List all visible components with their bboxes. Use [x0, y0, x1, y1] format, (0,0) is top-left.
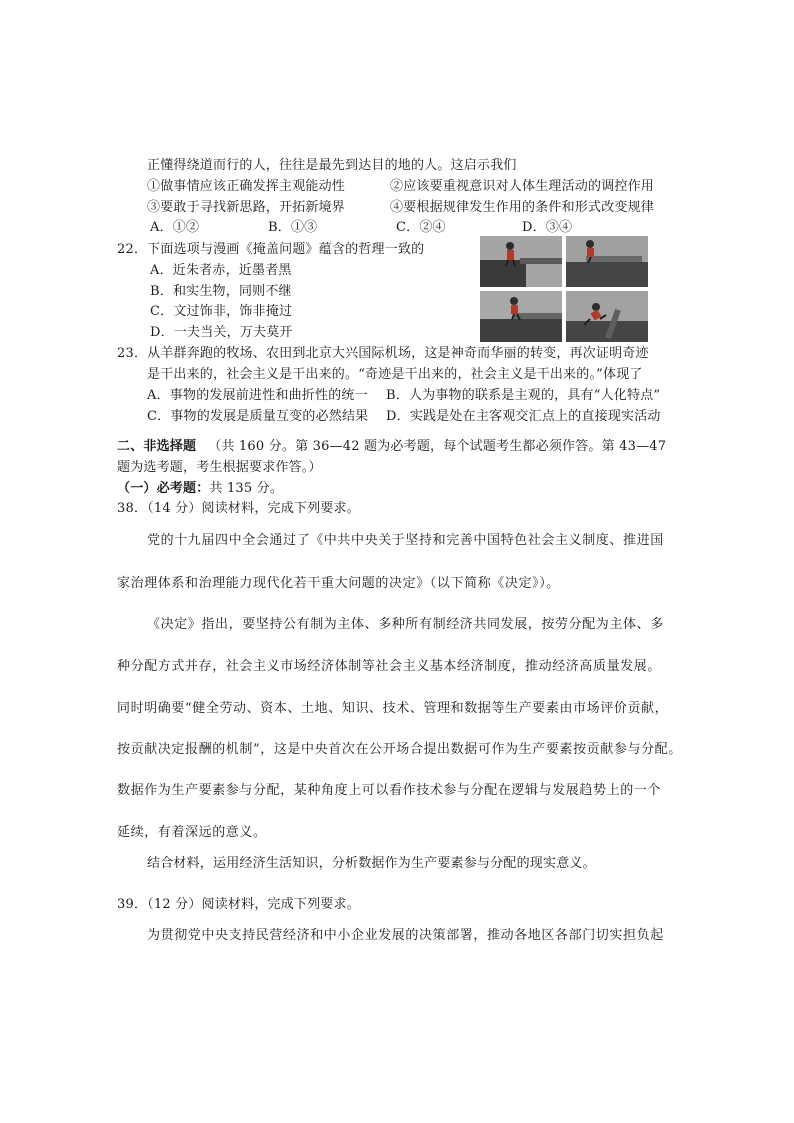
- q38-paragraph-line-4: 种分配方式并存，社会主义市场经济体制等社会主义基本经济制度，推动经济高质量发展。: [117, 659, 662, 674]
- q21-statement-1: ①做事情应该正确发挥主观能动性: [147, 179, 346, 194]
- q21-option-b: B．①③: [268, 220, 318, 235]
- q21-option-a: A．①②: [150, 220, 200, 235]
- cartoon-panel-1: [480, 236, 562, 287]
- q39-heading: 39．（12 分）阅读材料，完成下列要求。: [117, 897, 360, 912]
- q21-statement-3: ③要敢于寻找新思路，开拓新境界: [147, 200, 346, 215]
- q21-option-c: C．②④: [396, 220, 446, 235]
- part2-intro: （共 160 分。第 36—42 题为必考题，每个试题考生都必须作答。第 43—47: [208, 439, 667, 454]
- q23-stem-line-2: 是干出来的，社会主义是干出来的。“奇迹是干出来的，社会主义是干出来的。”体现了: [147, 367, 643, 382]
- part2-heading-line-2: 题为选考题，考生根据要求作答。）: [117, 460, 322, 475]
- q38-paragraph-line-8: 延续，有着深远的意义。: [117, 825, 267, 840]
- cartoon-image: [480, 236, 648, 342]
- q38-paragraph-line-2: 家治理体系和治理能力现代化若干重大问题的决定》（以下简称《决定》）。: [117, 576, 560, 591]
- part2-heading-line-1: [117, 438, 666, 456]
- q38-paragraph-line-1: 党的十九届四中全会通过了《中共中央关于坚持和完善中国特色社会主义制度、推进国: [147, 533, 664, 548]
- q22-option-c: C．文过饰非，饰非掩过: [150, 304, 293, 319]
- q23-option-a: A．事物的发展前进性和曲折性的统一: [147, 388, 368, 403]
- q23-stem-line-1: 23．从羊群奔跑的牧场、农田到北京大兴国际机场，这是神奇而华丽的转变，再次证明奇迹: [117, 346, 649, 361]
- q21-statement-2: ②应该要重视意识对人体生理活动的调控作用: [390, 179, 655, 194]
- q21-option-d: D．③④: [522, 220, 573, 235]
- q23-option-c: C．事物的发展是质量互变的必然结果: [147, 409, 369, 424]
- q38-paragraph-line-7: 数据作为生产要素参与分配，某种角度上可以看作技术参与分配在逻辑与发展趋势上的一个: [117, 783, 662, 798]
- cartoon-panel-2: [566, 236, 648, 287]
- q21-statement-4: ④要根据规律发生作用的条件和形式改变规律: [390, 200, 655, 215]
- q39-paragraph-line-1: 为贯彻党中央支持民营经济和中小企业发展的决策部署，推动各地区各部门切实担负起: [147, 928, 664, 943]
- q38-paragraph-line-6: 按贡献决定报酬的机制”，这是中央首次在公开场合提出数据可作为生产要素按贡献参与分配。: [117, 742, 682, 757]
- q38-paragraph-line-5: 同时明确要“健全劳动、资本、土地、知识、技术、管理和数据等生产要素由市场评价贡献，: [117, 701, 669, 716]
- q21-intro: 正懂得绕道而行的人，往往是最先到达目的地的人。这启示我们: [147, 158, 517, 173]
- q22-option-b: B．和实生物，同则不继: [150, 284, 292, 299]
- q38-task: 结合材料，运用经济生活知识，分析数据作为生产要素参与分配的现实意义。: [147, 856, 596, 871]
- required-section-heading: [117, 480, 283, 498]
- part2-heading: 二、非选择题: [117, 439, 197, 454]
- q22-option-d: D．一夫当关，万夫莫开: [150, 325, 293, 340]
- cartoon-panel-3: [480, 291, 562, 342]
- q23-option-d: D．实践是处在主客观交汇点上的直接现实活动: [386, 409, 661, 424]
- q38-heading: 38．（14 分）阅读材料，完成下列要求。: [117, 501, 360, 516]
- q22-option-a: A．近朱者赤，近墨者黑: [150, 263, 292, 278]
- q22-stem: 22．下面选项与漫画《掩盖问题》蕴含的哲理一致的: [117, 242, 425, 257]
- cartoon-panel-4: [566, 291, 648, 342]
- q38-paragraph-line-3: 《决定》指出，要坚持公有制为主体、多种所有制经济共同发展，按劳分配为主体、多: [147, 617, 664, 632]
- required-section-points: 共 135 分。: [209, 481, 284, 496]
- q23-option-b: B．人为事物的联系是主观的，具有“人化特点”: [386, 388, 661, 403]
- required-section-label: （一）必考题：: [117, 481, 210, 496]
